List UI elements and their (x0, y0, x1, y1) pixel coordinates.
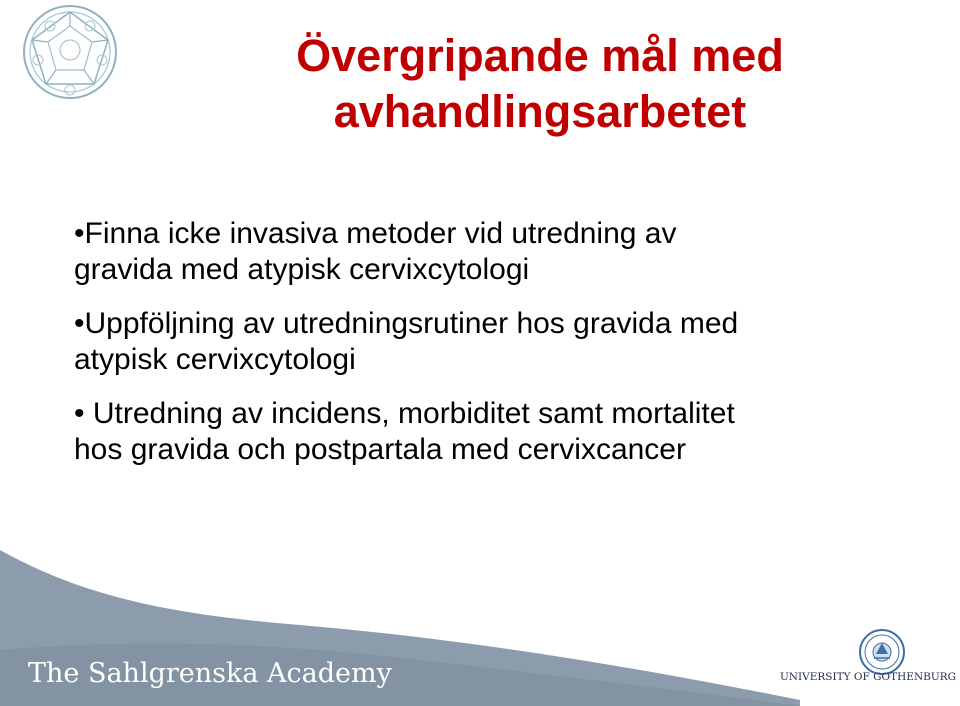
bullet-marker: • (74, 217, 85, 250)
university-seal-icon (858, 628, 906, 676)
bullet-line: hos gravida och postpartala med cervixcancer (74, 433, 686, 466)
bullet-text: Finna icke invasiva metoder vid utredning av (84, 217, 677, 250)
university-name: UNIVERSITY OF GOTHENBURG (779, 671, 956, 683)
bullet-marker: • (74, 307, 85, 340)
bullet-text: Utredning av incidens, morbiditet samt mortalitet (92, 397, 735, 430)
bullet-line: gravida med atypisk cervixcytologi (74, 253, 530, 286)
bullet-marker: • (74, 397, 93, 430)
bullet-line: atypisk cervixcytologi (74, 343, 356, 376)
academy-name: The Sahlgrenska Academy (28, 658, 392, 689)
slide-title-line-2: avhandlingsarbetet (333, 86, 747, 137)
bullet-text: Uppföljning av utredningsrutiner hos gravida med (84, 307, 739, 340)
slide-title-line-1: Övergripande mål med (296, 30, 784, 81)
